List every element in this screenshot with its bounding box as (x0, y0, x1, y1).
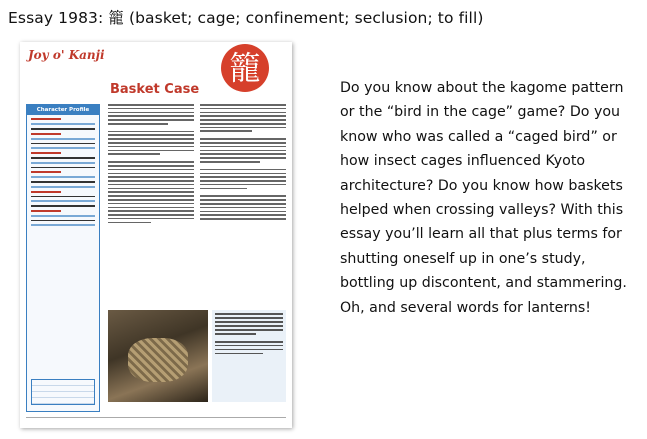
article-column-right (200, 104, 286, 222)
cp-text-line (31, 186, 95, 188)
cp-divider (31, 171, 61, 173)
cp-text-line (31, 196, 95, 198)
cp-text-line (31, 176, 95, 178)
cp-text-line (31, 181, 95, 183)
cp-text-line (31, 205, 95, 207)
friend-sidebar-box (212, 310, 286, 402)
essay-description: Do you know about the kagome pattern or the “bird in the cage” game? Do you know who was called a “caged bird” or how insect cages influenced Kyoto architecture? Do you know how baskets helped when crossing valleys? With this essay you’ll learn all that plus terms for shutting oneself up in one’s study, bottling up discontent, and stammering. Oh, and several words for lanterns! (340, 80, 627, 316)
cp-text-line (31, 128, 95, 130)
table-row (32, 398, 94, 404)
cp-divider (31, 152, 61, 154)
cp-divider (31, 133, 61, 135)
joy-o-kanji-logo: Joy o' Kanji (28, 48, 105, 62)
cp-divider (31, 210, 61, 212)
cp-text-line (31, 147, 95, 149)
character-profile-panel (26, 104, 100, 412)
document-footer (26, 417, 286, 424)
cp-divider (31, 191, 61, 193)
character-profile-title: Character Profile (27, 105, 99, 115)
cp-divider (31, 118, 61, 120)
article-heading: Basket Case (110, 82, 200, 97)
article-column-left (108, 104, 194, 225)
cp-text-line (31, 215, 95, 217)
cp-text-line (31, 167, 95, 169)
cp-text-line (31, 162, 95, 164)
cp-text-line (31, 200, 95, 202)
essay-title: Essay 1983: 籠 (basket; cage; confinement; seclusion; to fill) (8, 9, 484, 27)
cp-text-line (31, 143, 95, 145)
cp-text-line (31, 123, 95, 125)
essay-document-preview[interactable] (20, 42, 292, 428)
cp-text-line (31, 157, 95, 159)
basket-photo (108, 310, 208, 402)
cp-text-line (31, 224, 95, 226)
cp-text-line (31, 138, 95, 140)
cp-text-line (31, 220, 95, 222)
kanji-badge: 籠 (221, 44, 269, 92)
kanji-stats-table (31, 379, 95, 405)
